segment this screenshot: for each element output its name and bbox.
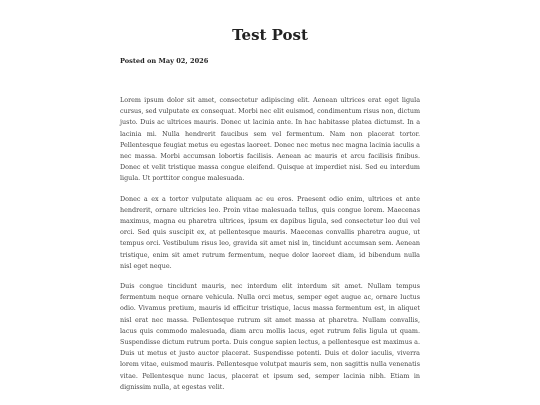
post-paragraph: Duis congue tincidunt mauris, nec interdum elit interdum sit amet. Nullam tempus fermentum neque ornare vehicula. Nulla orci metus, semper eget augue ac, ornare luctus odio. Vivamus pretium, mauris id efficitur tristique, lacus massa fermentum est, in aliquet nisl erat nec massa. Pellentesque rutrum sit amet massa at pharetra. Nullam convallis, lacus quis commodo malesuada, diam arcu mollis lacus, eget rutrum felis ligula ut quam. Suspendisse dictum rutrum porta. Duis congue sapien lectus, a pellentesque est maximus a. Duis ut metus et justo auctor placerat. Suspendisse potenti. Duis et dolor iaculis, viverra lorem vitae, euismod mauris. Pellentesque volutpat mauris sem, non sagittis nulla venenatis vitae. Pellentesque nunc lacus, placerat et ipsum sed, semper lacinia nibh. Etiam in dignissim nulla, at egestas velit. [120,282,420,391]
post-title: Test Post [232,26,308,44]
post-paragraph: Lorem ipsum dolor sit amet, consectetur adipiscing elit. Aenean ultrices erat eget ligula cursus, sed vulputate ex consequat. Morbi nec elit euismod, condimentum risus non, dictum justo. Duis ac ultrices mauris. Donec ut lacinia ante. In hac habitasse platea dictumst. In a lacinia mi. Nulla hendrerit faucibus sem vel fermentum. Nam non placerat tortor. Pellentesque feugiat metus eu egestas laoreet. Donec nec metus nec magna lacinia iaculis a nec massa. Morbi accumsan lobortis facilisis. Aenean ac mauris et arcu facilisis finibus. Donec et velit tristique massa congue eleifend. Quisque at imperdiet nisi. Sed eu interdum ligula. Ut porttitor congue malesuada. [120,96,420,183]
post-body [120,95,420,402]
post-date: Posted on May 02, 2026 [120,57,209,65]
post-paragraph: Donec a ex a tortor vulputate aliquam ac eu eros. Praesent odio enim, ultrices et ante hendrerit, ornare ultricies leo. Proin vitae malesuada tellus, quis congue lorem. Maecenas maximus, magna eu pharetra ultrices, ipsum ex dapibus ligula, sed consectetur leo dui vel orci. Sed quis suscipit ex, at pellentesque mauris. Maecenas convallis pharetra augue, ut tempus orci. Vestibulum risus leo, gravida sit amet nisl in, tincidunt accumsan sem. Aenean tristique, enim sit amet rutrum fermentum, neque dolor laoreet diam, id bibendum nulla nisl eget neque. [120,194,420,270]
